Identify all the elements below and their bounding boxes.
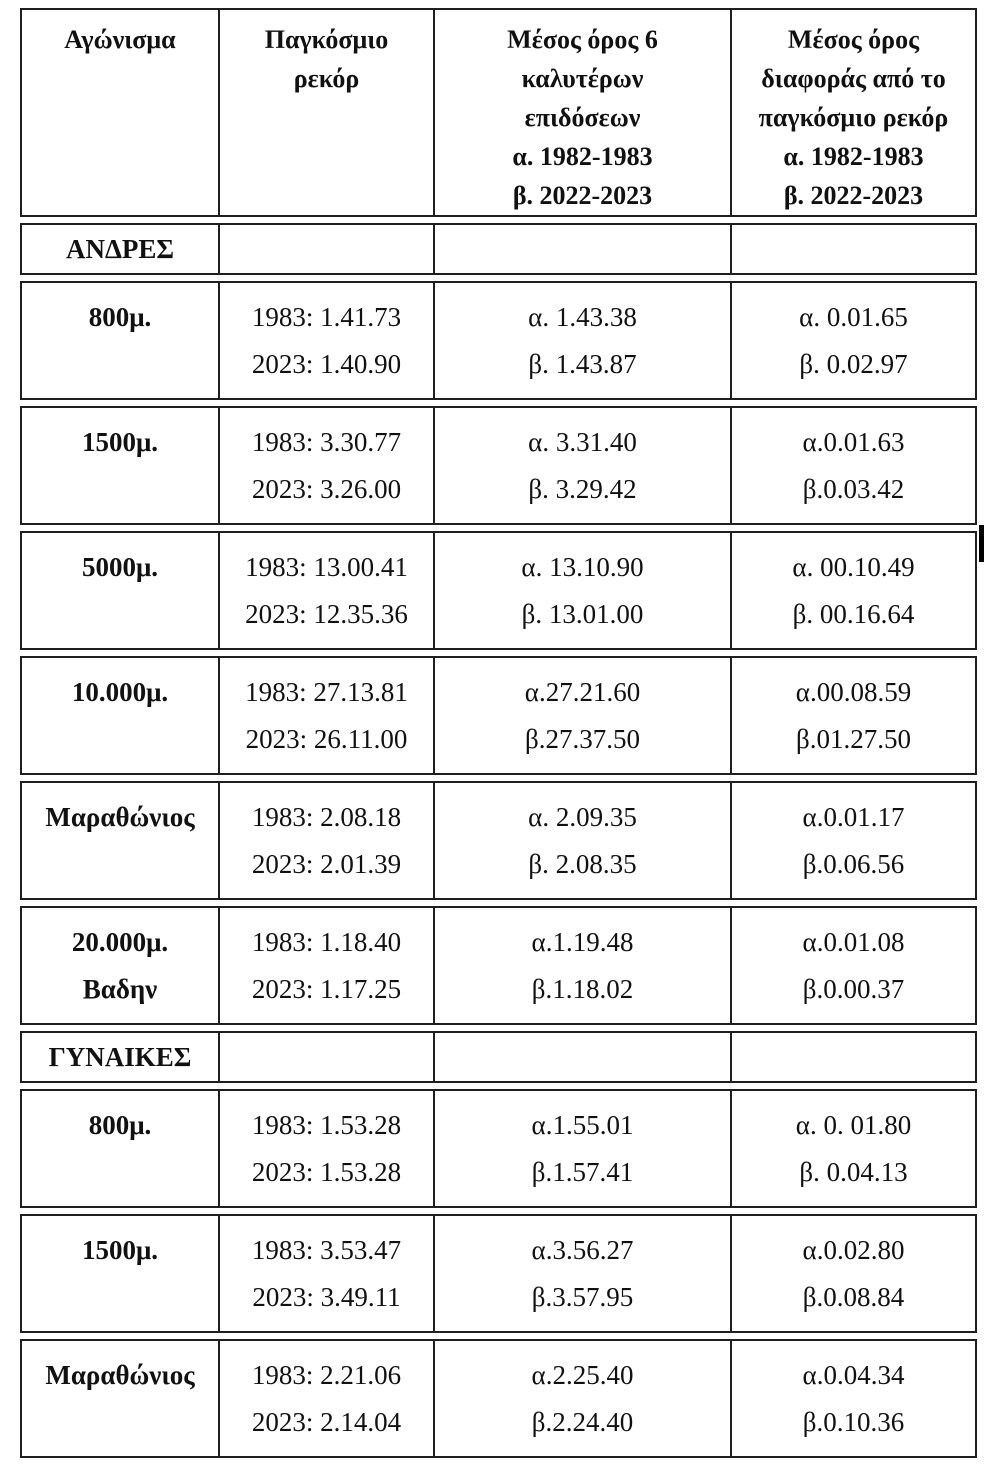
diff-line: α.0.04.34: [802, 1360, 905, 1390]
row-women-800m: [20, 1089, 977, 1208]
record-line: 2023: 1.40.90: [251, 349, 402, 379]
world-record-cell: [218, 281, 433, 400]
records-table-wrap: [20, 2, 977, 1464]
diff-line: β.0.10.36: [802, 1407, 905, 1437]
best6-avg-cell: [433, 1089, 730, 1208]
avg-line: α. 13.10.90: [521, 552, 644, 582]
avg-line: β.1.18.02: [531, 974, 634, 1004]
header-cell-event: [20, 8, 218, 217]
diff-line: α. 0. 01.80: [795, 1110, 912, 1140]
event-label: Μαραθώνιος: [45, 1360, 195, 1390]
diff-line: α.00.08.59: [795, 677, 912, 707]
empty-cell: [433, 1031, 730, 1083]
record-line: 2023: 3.49.11: [252, 1282, 401, 1312]
diff-line: β. 0.02.97: [799, 349, 908, 379]
world-record-cell: [218, 1339, 433, 1458]
header-line: Μέσος όρος: [787, 25, 920, 54]
record-line: 1983: 1.41.73: [251, 302, 402, 332]
record-line: 2023: 2.14.04: [251, 1407, 402, 1437]
avg-line: β.3.57.95: [531, 1282, 634, 1312]
header-cell-diff-avg: [730, 8, 977, 217]
event-label: Μαραθώνιος: [45, 802, 195, 832]
header-line: Αγώνισμα: [64, 25, 176, 54]
event-label: 800μ.: [88, 1110, 152, 1140]
record-line: 2023: 12.35.36: [245, 599, 408, 629]
diff-line: α. 0.01.65: [799, 302, 908, 332]
event-label: 10.000μ.: [71, 677, 169, 707]
empty-cell: [218, 223, 433, 275]
row-men-10000m: [20, 656, 977, 775]
section-row-men: [20, 223, 977, 275]
world-record-cell: [218, 906, 433, 1025]
diff-line: α.0.01.08: [802, 927, 905, 957]
empty-cell: [433, 223, 730, 275]
record-line: 1983: 1.53.28: [251, 1110, 402, 1140]
event-label: 5000μ.: [81, 552, 159, 582]
row-men-800m: [20, 281, 977, 400]
diff-line: β.0.00.37: [802, 974, 905, 1004]
header-cell-best6-avg: [433, 8, 730, 217]
diff-avg-cell: [730, 531, 977, 650]
diff-avg-cell: [730, 656, 977, 775]
event-label: 1500μ.: [81, 1235, 159, 1265]
diff-avg-cell: [730, 906, 977, 1025]
diff-line: β.0.03.42: [802, 474, 905, 504]
row-men-20000m-walk: [20, 906, 977, 1025]
diff-avg-cell: [730, 1089, 977, 1208]
section-label-men: ΑΝΔΡΕΣ: [20, 223, 218, 275]
header-line: β. 2022-2023: [512, 181, 653, 210]
record-line: 2023: 26.11.00: [245, 724, 408, 754]
section-row-women: [20, 1031, 977, 1083]
diff-line: β. 0.04.13: [799, 1157, 908, 1187]
avg-line: β.27.37.50: [525, 724, 640, 754]
best6-avg-cell: [433, 781, 730, 900]
header-line: διαφοράς από το: [761, 64, 946, 93]
diff-avg-cell: [730, 1339, 977, 1458]
row-women-1500m: [20, 1214, 977, 1333]
avg-line: α.2.25.40: [531, 1360, 634, 1390]
cursor-bar-artifact: [979, 525, 984, 562]
world-record-cell: [218, 406, 433, 525]
record-line: 2023: 1.17.25: [251, 974, 402, 1004]
event-label: 20.000μ.: [71, 927, 169, 957]
records-table: [20, 2, 977, 1464]
event-cell: [20, 781, 218, 900]
best6-avg-cell: [433, 1214, 730, 1333]
world-record-cell: [218, 656, 433, 775]
best6-avg-cell: [433, 531, 730, 650]
header-line: α. 1982-1983: [512, 142, 653, 171]
diff-line: α.0.02.80: [802, 1235, 905, 1265]
row-men-5000m: [20, 531, 977, 650]
event-cell: [20, 281, 218, 400]
avg-line: β. 3.29.42: [528, 474, 637, 504]
record-line: 1983: 3.30.77: [251, 427, 402, 457]
table-header-row: [20, 8, 977, 217]
world-record-cell: [218, 1214, 433, 1333]
header-line: β. 2022-2023: [783, 181, 924, 210]
record-line: 2023: 2.01.39: [251, 849, 402, 879]
diff-avg-cell: [730, 1214, 977, 1333]
diff-line: β. 00.16.64: [792, 599, 915, 629]
diff-line: α. 00.10.49: [792, 552, 915, 582]
best6-avg-cell: [433, 656, 730, 775]
record-line: 1983: 27.13.81: [245, 677, 408, 707]
avg-line: α.1.19.48: [531, 927, 634, 957]
best6-avg-cell: [433, 281, 730, 400]
avg-line: β.2.24.40: [531, 1407, 634, 1437]
empty-cell: [730, 223, 977, 275]
record-line: 1983: 3.53.47: [251, 1235, 402, 1265]
avg-line: β. 13.01.00: [521, 599, 644, 629]
diff-avg-cell: [730, 406, 977, 525]
world-record-cell: [218, 531, 433, 650]
section-label-women: ΓΥΝΑΙΚΕΣ: [20, 1031, 218, 1083]
header-line: Παγκόσμιο: [264, 25, 389, 54]
header-line: α. 1982-1983: [783, 142, 924, 171]
best6-avg-cell: [433, 906, 730, 1025]
avg-line: β.1.57.41: [531, 1157, 634, 1187]
event-cell: [20, 1339, 218, 1458]
event-cell: [20, 531, 218, 650]
record-line: 1983: 13.00.41: [245, 552, 408, 582]
empty-cell: [218, 1031, 433, 1083]
avg-line: α. 3.31.40: [528, 427, 637, 457]
avg-line: α.3.56.27: [531, 1235, 634, 1265]
avg-line: α. 1.43.38: [528, 302, 637, 332]
world-record-cell: [218, 1089, 433, 1208]
row-men-marathon: [20, 781, 977, 900]
avg-line: α.27.21.60: [524, 677, 641, 707]
record-line: 1983: 2.08.18: [251, 802, 402, 832]
diff-line: β.0.08.84: [802, 1282, 905, 1312]
record-line: 2023: 3.26.00: [251, 474, 402, 504]
avg-line: β. 2.08.35: [528, 849, 637, 879]
event-label: 800μ.: [88, 302, 152, 332]
row-men-1500m: [20, 406, 977, 525]
record-line: 1983: 2.21.06: [251, 1360, 402, 1390]
avg-line: β. 1.43.87: [528, 349, 637, 379]
header-line: καλυτέρων: [521, 64, 644, 93]
header-line: παγκόσμιο ρεκόρ: [758, 103, 949, 132]
avg-line: α. 2.09.35: [528, 802, 637, 832]
header-line: ρεκόρ: [293, 64, 360, 93]
header-line: επιδόσεων: [524, 103, 641, 132]
record-line: 1983: 1.18.40: [251, 927, 402, 957]
event-label: Βαδην: [82, 974, 158, 1004]
row-women-marathon: [20, 1339, 977, 1458]
diff-line: β.01.27.50: [796, 724, 911, 754]
event-cell: [20, 1089, 218, 1208]
diff-avg-cell: [730, 281, 977, 400]
header-line: Μέσος όρος 6: [507, 25, 658, 54]
diff-line: α.0.01.17: [802, 802, 905, 832]
best6-avg-cell: [433, 406, 730, 525]
diff-line: β.0.06.56: [802, 849, 905, 879]
best6-avg-cell: [433, 1339, 730, 1458]
event-cell: [20, 406, 218, 525]
event-cell: [20, 906, 218, 1025]
empty-cell: [730, 1031, 977, 1083]
event-cell: [20, 1214, 218, 1333]
event-label: 1500μ.: [81, 427, 159, 457]
world-record-cell: [218, 781, 433, 900]
header-cell-world-record: [218, 8, 433, 217]
diff-line: α.0.01.63: [802, 427, 905, 457]
record-line: 2023: 1.53.28: [251, 1157, 402, 1187]
event-cell: [20, 656, 218, 775]
diff-avg-cell: [730, 781, 977, 900]
avg-line: α.1.55.01: [531, 1110, 634, 1140]
